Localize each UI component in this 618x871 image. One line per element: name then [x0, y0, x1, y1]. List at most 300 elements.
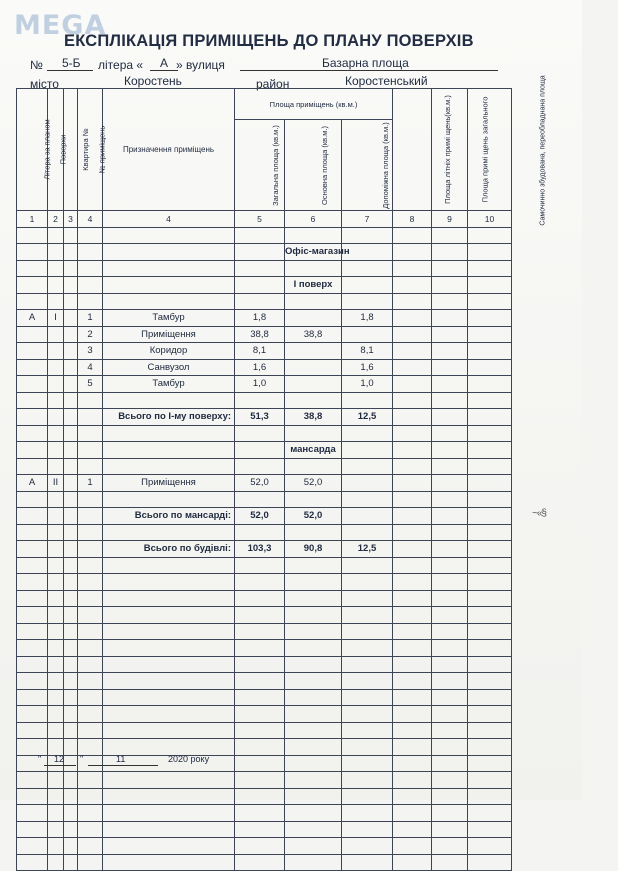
table-cell: [342, 524, 393, 541]
table-cell: 52,0: [285, 508, 342, 525]
table-cell: [235, 458, 285, 475]
table-cell: [432, 343, 468, 360]
table-cell: [342, 590, 393, 607]
table-cell: [468, 376, 512, 393]
table-cell: [78, 722, 103, 739]
table-cell: [17, 838, 48, 855]
table-row: [17, 772, 512, 789]
table-cell: [342, 326, 393, 343]
table-cell: [342, 854, 393, 871]
table-cell: [285, 739, 342, 756]
table-cell: [17, 623, 48, 640]
table-cell: [393, 343, 432, 360]
column-header-purpose: Призначення приміщень: [103, 89, 235, 211]
table-row: [17, 310, 512, 327]
table-cell: [64, 376, 78, 393]
table-cell: [393, 722, 432, 739]
watermark-logo: MEGA: [14, 10, 107, 41]
table-row: [17, 607, 512, 624]
table-row: [17, 854, 512, 871]
district-label: район: [256, 77, 290, 91]
table-cell: [103, 227, 235, 244]
column-header-litera: Літера за планом: [17, 89, 48, 211]
table-cell: [17, 805, 48, 822]
table-cell: [468, 508, 512, 525]
table-cell: [48, 689, 64, 706]
table-cell: [48, 293, 64, 310]
column-header-aux: Допоміжна площа (кв.м.): [342, 120, 393, 211]
table-cell: [103, 442, 235, 459]
table-cell: [468, 326, 512, 343]
table-cell: [342, 227, 393, 244]
table-cell: [285, 623, 342, 640]
column-header-summer: Площа літніх примі щень(кв.м.): [393, 89, 432, 211]
table-cell: 12,5: [342, 541, 393, 558]
table-cell: [432, 293, 468, 310]
table-cell: [393, 244, 432, 261]
table-cell: [235, 854, 285, 871]
table-cell: [48, 590, 64, 607]
table-cell: 38,8: [285, 326, 342, 343]
column-number-row: [17, 211, 512, 228]
table-cell: [103, 722, 235, 739]
table-cell: І: [48, 310, 64, 327]
table-cell: [342, 689, 393, 706]
city-value: Коростень: [124, 74, 182, 88]
table-cell: [285, 557, 342, 574]
table-cell: [468, 623, 512, 640]
table-cell: [468, 425, 512, 442]
table-cell: [432, 607, 468, 624]
table-cell: [64, 244, 78, 261]
table-cell: [17, 706, 48, 723]
footer-year: 2020 року: [168, 754, 210, 764]
table-cell: [432, 821, 468, 838]
column-number-cell: 1: [17, 211, 48, 228]
table-cell: 8,1: [342, 343, 393, 360]
table-cell: [103, 425, 235, 442]
table-row: [17, 541, 512, 558]
table-cell: [432, 524, 468, 541]
table-cell: [285, 706, 342, 723]
table-cell: [285, 524, 342, 541]
table-cell: [17, 293, 48, 310]
table-cell: [432, 706, 468, 723]
table-cell: [432, 541, 468, 558]
table-cell: [235, 739, 285, 756]
table-row: [17, 244, 512, 261]
table-cell: [393, 392, 432, 409]
table-cell: мансарда: [285, 442, 342, 459]
table-cell: [64, 854, 78, 871]
table-cell: [285, 656, 342, 673]
table-cell: [393, 376, 432, 393]
table-cell: [342, 640, 393, 657]
table-cell: [432, 392, 468, 409]
footer-day: 12: [54, 754, 65, 764]
table-cell: [17, 689, 48, 706]
column-number-cell: 9: [432, 211, 468, 228]
table-cell: [342, 706, 393, 723]
table-cell: [285, 260, 342, 277]
table-cell: [342, 392, 393, 409]
table-cell: [468, 673, 512, 690]
table-cell: [468, 706, 512, 723]
table-cell: Приміщення: [103, 326, 235, 343]
table-cell: [17, 607, 48, 624]
table-cell: [64, 277, 78, 294]
table-cell: [17, 343, 48, 360]
table-cell: [235, 227, 285, 244]
table-cell: [432, 788, 468, 805]
table-cell: [468, 541, 512, 558]
street-value: Базарна площа: [322, 56, 409, 70]
table-cell: [393, 260, 432, 277]
table-row: [17, 574, 512, 591]
column-header-floors: Поверхи: [48, 89, 64, 211]
table-cell: [17, 821, 48, 838]
column-number-cell: 4: [103, 211, 235, 228]
table-cell: [78, 640, 103, 657]
table-cell: [468, 458, 512, 475]
table-cell: [285, 640, 342, 657]
table-cell: [393, 524, 432, 541]
table-cell: [17, 656, 48, 673]
table-cell: [285, 574, 342, 591]
table-cell: [235, 491, 285, 508]
litera-underline: [150, 70, 178, 71]
table-cell: [393, 557, 432, 574]
table-cell: [64, 293, 78, 310]
table-cell: [17, 392, 48, 409]
table-cell: [17, 227, 48, 244]
table-cell: [48, 706, 64, 723]
table-row: [17, 293, 512, 310]
table-row: [17, 706, 512, 723]
column-header-selfbuilt: Самочинно збудована, переобладнана площа: [468, 89, 512, 211]
table-cell: [342, 442, 393, 459]
table-cell: [235, 425, 285, 442]
table-cell: [64, 590, 78, 607]
table-cell: Всього по мансарді:: [103, 508, 235, 525]
table-cell: [342, 260, 393, 277]
column-number-cell: 8: [393, 211, 432, 228]
table-cell: [342, 607, 393, 624]
table-row: [17, 475, 512, 492]
table-cell: [468, 739, 512, 756]
table-cell: [235, 623, 285, 640]
table-cell: [285, 376, 342, 393]
table-cell: 90,8: [285, 541, 342, 558]
table-cell: [64, 557, 78, 574]
table-cell: [432, 326, 468, 343]
table-row: [17, 425, 512, 442]
table-cell: [78, 772, 103, 789]
table-cell: 8,1: [235, 343, 285, 360]
table-cell: [17, 409, 48, 426]
table-cell: [468, 359, 512, 376]
table-cell: [103, 788, 235, 805]
table-cell: [17, 491, 48, 508]
table-cell: [103, 491, 235, 508]
table-row: [17, 623, 512, 640]
table-cell: [285, 673, 342, 690]
table-cell: [17, 755, 48, 772]
table-cell: [285, 722, 342, 739]
table-cell: [48, 343, 64, 360]
table-cell: [103, 557, 235, 574]
table-cell: [64, 359, 78, 376]
table-cell: [103, 689, 235, 706]
table-cell: [103, 458, 235, 475]
table-cell: [468, 227, 512, 244]
table-cell: [17, 508, 48, 525]
table-cell: [103, 805, 235, 822]
column-number-cell: 5: [235, 211, 285, 228]
table-cell: [393, 574, 432, 591]
table-row: [17, 805, 512, 822]
table-cell: [393, 277, 432, 294]
table-cell: [235, 574, 285, 591]
table-cell: [64, 821, 78, 838]
table-cell: [17, 739, 48, 756]
table-cell: [235, 392, 285, 409]
table-cell: [468, 689, 512, 706]
table-cell: [64, 656, 78, 673]
table-cell: [78, 227, 103, 244]
table-cell: [64, 343, 78, 360]
table-cell: І поверх: [285, 277, 342, 294]
table-cell: [17, 574, 48, 591]
table-cell: [393, 359, 432, 376]
table-cell: 1,6: [342, 359, 393, 376]
table-cell: [235, 821, 285, 838]
column-header-main: Основна площа (кв.м.): [285, 120, 342, 211]
table-cell: [78, 739, 103, 756]
table-cell: [103, 392, 235, 409]
table-cell: [285, 607, 342, 624]
table-cell: [64, 574, 78, 591]
table-cell: [342, 574, 393, 591]
table-cell: Коридор: [103, 343, 235, 360]
table-cell: [432, 425, 468, 442]
table-cell: [393, 739, 432, 756]
table-row: [17, 491, 512, 508]
table-cell: [393, 689, 432, 706]
table-cell: [342, 491, 393, 508]
number-label: №: [30, 58, 43, 72]
table-cell: [64, 260, 78, 277]
table-cell: [17, 788, 48, 805]
column-header-apartment: Квартира №: [64, 89, 78, 211]
table-cell: [78, 260, 103, 277]
table-cell: [393, 640, 432, 657]
table-cell: [64, 442, 78, 459]
table-cell: [468, 788, 512, 805]
table-cell: [468, 755, 512, 772]
table-cell: [393, 458, 432, 475]
table-row: [17, 821, 512, 838]
table-cell: [468, 805, 512, 822]
table-row: [17, 640, 512, 657]
table-cell: [468, 838, 512, 855]
table-cell: [17, 458, 48, 475]
table-cell: [342, 277, 393, 294]
table-cell: [468, 260, 512, 277]
table-cell: [78, 392, 103, 409]
city-label: місто: [30, 77, 59, 91]
table-cell: [48, 244, 64, 261]
table-cell: [432, 458, 468, 475]
table-cell: [48, 607, 64, 624]
table-cell: [235, 244, 285, 261]
table-cell: [393, 656, 432, 673]
table-cell: [48, 838, 64, 855]
table-cell: [235, 442, 285, 459]
table-cell: [285, 788, 342, 805]
table-cell: [64, 524, 78, 541]
table-cell: [285, 821, 342, 838]
table-cell: [103, 706, 235, 723]
footer-month-underline: [88, 765, 158, 766]
table-row: [17, 392, 512, 409]
table-cell: [64, 491, 78, 508]
table-cell: [64, 673, 78, 690]
district-value: Коростенський: [345, 74, 428, 88]
table-cell: [393, 227, 432, 244]
table-cell: [103, 590, 235, 607]
table-cell: [468, 821, 512, 838]
table-cell: [468, 590, 512, 607]
table-cell: [342, 293, 393, 310]
table-cell: 52,0: [235, 475, 285, 492]
table-cell: 52,0: [235, 508, 285, 525]
table-cell: 4: [78, 359, 103, 376]
table-cell: [342, 508, 393, 525]
table-cell: [103, 640, 235, 657]
footer-close-quote: ": [80, 754, 84, 764]
table-cell: [64, 392, 78, 409]
table-cell: [78, 689, 103, 706]
table-cell: [48, 739, 64, 756]
footer-open-quote: ": [38, 754, 42, 764]
table-cell: [17, 524, 48, 541]
table-cell: [468, 722, 512, 739]
table-cell: [64, 541, 78, 558]
table-cell: [432, 640, 468, 657]
street-underline: [240, 70, 498, 71]
table-cell: [64, 227, 78, 244]
table-row: [17, 442, 512, 459]
table-row: [17, 755, 512, 772]
table-cell: [235, 640, 285, 657]
table-cell: Офіс-магазин: [285, 244, 342, 261]
table-cell: [64, 788, 78, 805]
table-cell: ІІ: [48, 475, 64, 492]
table-cell: 51,3: [235, 409, 285, 426]
table-cell: [48, 673, 64, 690]
table-cell: [393, 491, 432, 508]
table-cell: [64, 508, 78, 525]
table-cell: [64, 755, 78, 772]
table-cell: А: [17, 475, 48, 492]
table-cell: [235, 689, 285, 706]
table-cell: [342, 788, 393, 805]
table-row: [17, 557, 512, 574]
column-number-cell: 3: [64, 211, 78, 228]
table-cell: [78, 293, 103, 310]
street-label: » вулиця: [176, 58, 225, 72]
table-row: [17, 788, 512, 805]
table-row: [17, 359, 512, 376]
table-cell: [78, 838, 103, 855]
table-cell: [17, 244, 48, 261]
table-cell: [285, 590, 342, 607]
document-title: ЕКСПЛІКАЦІЯ ПРИМІЩЕНЬ ДО ПЛАНУ ПОВЕРХІВ: [64, 32, 474, 50]
table-row: [17, 277, 512, 294]
table-cell: [103, 772, 235, 789]
table-cell: Санвузол: [103, 359, 235, 376]
table-cell: [78, 574, 103, 591]
table-cell: [17, 557, 48, 574]
table-cell: [78, 409, 103, 426]
table-cell: [64, 310, 78, 327]
table-cell: [235, 772, 285, 789]
table-cell: [78, 673, 103, 690]
table-cell: [468, 392, 512, 409]
column-number-cell: 4: [78, 211, 103, 228]
table-cell: [432, 442, 468, 459]
table-cell: [342, 425, 393, 442]
table-cell: [17, 673, 48, 690]
table-cell: [468, 442, 512, 459]
table-cell: [468, 854, 512, 871]
table-cell: [103, 574, 235, 591]
table-cell: [285, 310, 342, 327]
table-cell: [64, 458, 78, 475]
table-cell: [342, 805, 393, 822]
table-row: [17, 590, 512, 607]
table-header-row: [17, 89, 512, 120]
table-cell: [468, 293, 512, 310]
table-cell: [342, 838, 393, 855]
table-cell: [48, 442, 64, 459]
table-cell: [285, 772, 342, 789]
table-cell: [78, 821, 103, 838]
number-underline: [47, 70, 93, 71]
table-cell: [468, 656, 512, 673]
table-cell: [17, 541, 48, 558]
table-cell: [432, 409, 468, 426]
column-header-total: Загальна площа (кв.м.): [235, 120, 285, 211]
table-cell: [78, 425, 103, 442]
table-cell: [235, 805, 285, 822]
table-cell: [17, 260, 48, 277]
table-row: [17, 838, 512, 855]
table-cell: [342, 557, 393, 574]
table-cell: [78, 623, 103, 640]
table-cell: [48, 805, 64, 822]
table-cell: Всього по І-му поверху:: [103, 409, 235, 426]
table-cell: [48, 821, 64, 838]
table-cell: [64, 475, 78, 492]
table-cell: [103, 739, 235, 756]
table-cell: [468, 409, 512, 426]
table-cell: [393, 854, 432, 871]
table-cell: [285, 755, 342, 772]
table-cell: [468, 640, 512, 657]
table-cell: [432, 277, 468, 294]
